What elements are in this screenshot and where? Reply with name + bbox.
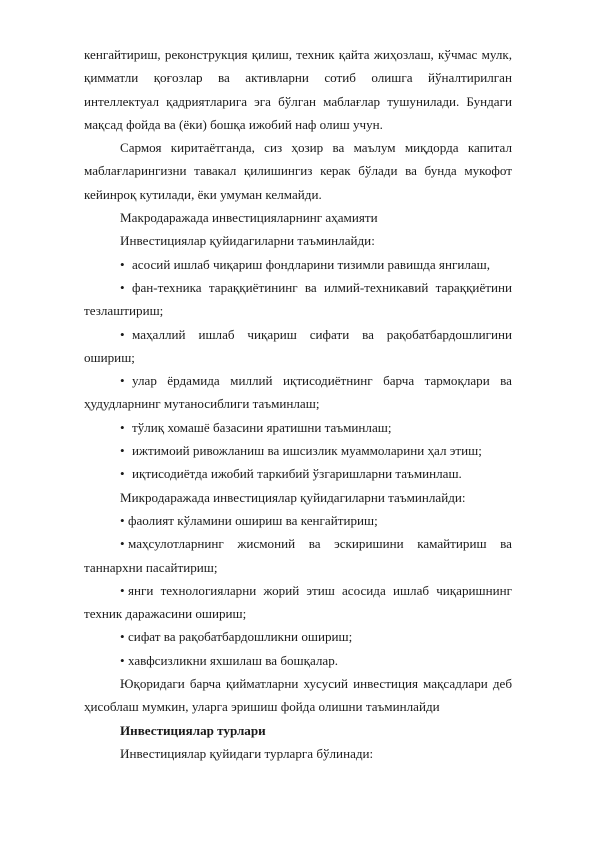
paragraph-investments-provide: Инвестициялар қуйидагиларни таъминлайди: bbox=[120, 233, 375, 249]
list-item bbox=[84, 416, 512, 439]
bullet-icon: • bbox=[120, 419, 125, 435]
paragraph-macro-heading: Макродаражада инвестицияларнинг аҳамияти bbox=[120, 210, 378, 226]
list-item bbox=[84, 462, 512, 485]
list-item bbox=[84, 323, 512, 370]
list-item-text: маҳсулотларнинг жисмоний ва эскиришини камайтириш ва таннархни пасайтириш; bbox=[84, 536, 512, 575]
paragraph-1: кенгайтириш, реконструкция қилиш, техник қайта жиҳозлаш, кўчмас мулк, қимматли қоғозлар ва активларни сотиб олишга йўналтирилган интеллектуал қадриятларига эга бўлган маблағлар тушунилади. Бундаги мақсад фойда ва (ёки) бошқа ижобий наф олиш учун. bbox=[84, 47, 512, 132]
list-item bbox=[84, 509, 512, 532]
list-item bbox=[84, 276, 512, 323]
list-item bbox=[84, 532, 512, 579]
list-item bbox=[84, 625, 512, 648]
bullet-icon: • bbox=[120, 443, 125, 459]
paragraph-micro-heading: Микродаражада инвестициялар қуйидагиларни таъминлайди: bbox=[120, 489, 466, 505]
paragraph-types-intro: Инвестициялар қуйидаги турларга бўлинади: bbox=[120, 745, 374, 761]
list-item-text: асосий ишлаб чиқариш фондларини тизимли равишда янгилаш, bbox=[132, 256, 491, 272]
bullet-icon: • bbox=[120, 582, 125, 598]
bullet-icon: • bbox=[120, 326, 125, 342]
list-item bbox=[84, 439, 512, 462]
bullet-icon: • bbox=[120, 373, 125, 389]
bullet-icon: • bbox=[120, 536, 125, 552]
list-item bbox=[84, 253, 512, 276]
list-item-text: хавфсизликни яхшилаш ва бошқалар. bbox=[128, 652, 339, 668]
list-item-text: тўлиқ хомашё базасини яратишни таъминлаш; bbox=[132, 419, 392, 435]
document-page bbox=[84, 43, 512, 765]
list-item-text: маҳаллий ишлаб чиқариш сифати ва рақобатбардошлигини ошириш; bbox=[84, 326, 512, 365]
bullet-icon: • bbox=[120, 629, 125, 645]
paragraph-2: Сармоя киритаётганда, сиз ҳозир ва маълум миқдорда капитал маблағларингизни тавакал қилишингиз керак бўлади ва бунда мукофот кейинроқ кутилади, ёки умуман келмайди. bbox=[84, 140, 512, 202]
list-item-text: фаолият кўламини ошириш ва кенгайтириш; bbox=[128, 512, 378, 528]
paragraph-summary: Юқоридаги барча қийматларни хусусий инвестиция мақсадлари деб ҳисоблаш мумкин, уларга эришиш фойда олишни таъминлайди bbox=[84, 676, 512, 715]
list-item-text: сифат ва рақобатбардошликни ошириш; bbox=[128, 629, 353, 645]
list-item-text: фан-техника тараққиётининг ва илмий-техникавий тараққиётини тезлаштириш; bbox=[84, 279, 512, 319]
section-heading: Инвестициялар турлари bbox=[120, 722, 266, 738]
list-item bbox=[84, 579, 512, 626]
list-item bbox=[84, 649, 512, 672]
bullet-icon: • bbox=[120, 466, 125, 482]
bullet-icon: • bbox=[120, 279, 125, 295]
list-item-text: ижтимоий ривожланиш ва ишсизлик муаммоларини ҳал этиш; bbox=[132, 443, 482, 459]
bullet-icon: • bbox=[120, 256, 125, 272]
list-item-text: янги технологияларни жорий этиш асосида ишлаб чиқаришнинг техник даражасини ошириш; bbox=[84, 582, 512, 622]
list-item-text: иқтисодиётда ижобий таркибий ўзгаришларни таъминлаш. bbox=[132, 466, 462, 482]
bullet-icon: • bbox=[120, 652, 125, 668]
list-item bbox=[84, 369, 512, 416]
bullet-icon: • bbox=[120, 512, 125, 528]
list-item-text: улар ёрдамида миллий иқтисодиётнинг барча тармоқлари ва ҳудудларнинг мутаносиблиги таъминлаш; bbox=[84, 373, 512, 412]
